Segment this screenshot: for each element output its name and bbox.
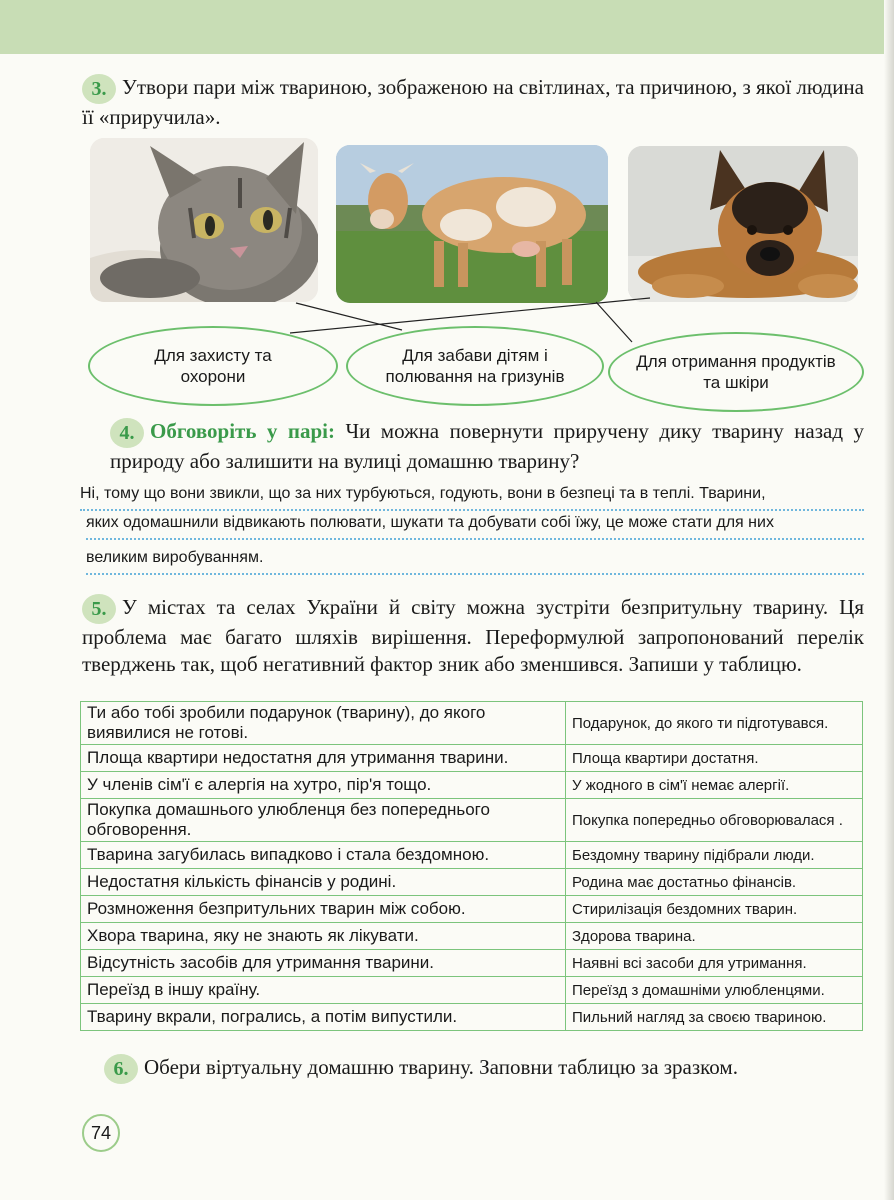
table-row — [81, 842, 863, 869]
table-row — [81, 772, 863, 799]
task6-text: Обери віртуальну домашню тварину. Заповни таблицю за зразком. — [144, 1055, 738, 1079]
problem-cell: У членів сім'ї є алергія на хутро, пір'я тощо. — [81, 772, 566, 799]
task5-number: 5. — [82, 594, 116, 624]
table-row — [81, 745, 863, 772]
table-row — [81, 923, 863, 950]
answer-cell[interactable]: Площа квартири достатня. — [566, 745, 863, 772]
task4-text: Чи можна повернути приручену дику тварину назад у природу або залишити на вулиці домашню тварину? — [110, 419, 865, 474]
problem-cell: Недостатня кількість фінансів у родині. — [81, 869, 566, 896]
answer-cell[interactable]: Пильний нагляд за своєю твариною. — [566, 1004, 863, 1031]
table-row — [81, 869, 863, 896]
task4-answer-line-3[interactable]: великим виробуванням. — [86, 543, 864, 575]
answer-cell[interactable]: Переїзд з домашніми улюбленцями. — [566, 977, 863, 1004]
task4-answer-line-1[interactable]: Ні, тому що вони звикли, що за них турбуються, годують, вони в безпеці та в теплі. Тварини, — [80, 479, 864, 511]
answer-cell[interactable]: Бездомну тварину підібрали люди. — [566, 842, 863, 869]
task5-table — [80, 701, 863, 1031]
answer-cell[interactable]: Стирилізація бездомних тварин. — [566, 896, 863, 923]
table-row — [81, 702, 863, 745]
table-row — [81, 950, 863, 977]
problem-cell: Хвора тварина, яку не знають як лікувати. — [81, 923, 566, 950]
task5-instruction — [82, 594, 864, 678]
problem-cell: Ти або тобі зробили подарунок (тварину), до якого виявилися не готові. — [81, 702, 566, 745]
task4-instruction — [110, 418, 864, 474]
table-row — [81, 977, 863, 1004]
table-row — [81, 799, 863, 842]
table-row — [81, 896, 863, 923]
task4-label: Обговоріть у парі: — [150, 419, 335, 443]
task5-text: У містах та селах України й світу можна зустріти безпритульну тварину. Ця проблема має багато шляхів вирішення. Переформулюй запропонований перелік тверджень так, щоб негативний фактор зник або зменшився. Запиши у таблицю. — [82, 595, 864, 677]
task3-text: Утвори пари між твариною, зображеною на світлинах, та причиною, з якої людина її «приручила». — [82, 75, 864, 130]
answer-cell[interactable]: Покупка попередньо обговорювалася . — [566, 799, 863, 842]
task4-number: 4. — [110, 418, 144, 448]
answer-cell[interactable]: Здорова тварина. — [566, 923, 863, 950]
answer-cell[interactable]: У жодного в сім'ї немає алергії. — [566, 772, 863, 799]
problem-cell: Переїзд в іншу країну. — [81, 977, 566, 1004]
answer-cell[interactable]: Наявні всі засоби для утримання. — [566, 950, 863, 977]
task6-instruction — [104, 1054, 864, 1084]
problem-cell: Тварина загубилась випадково і стала бездомною. — [81, 842, 566, 869]
table-row — [81, 1004, 863, 1031]
problem-cell: Відсутність засобів для утримання тварини. — [81, 950, 566, 977]
oval-products-label: Для отримання продуктів та шкіри — [636, 352, 836, 392]
oval-protection — [88, 326, 338, 406]
problem-cell: Розмноження безпритульних тварин між собою. — [81, 896, 566, 923]
oval-products — [608, 332, 864, 412]
problem-cell: Покупка домашнього улюбленця без попереднього обговорення. — [81, 799, 566, 842]
answer-cell[interactable]: Родина має достатньо фінансів. — [566, 869, 863, 896]
oval-children-fun — [346, 326, 604, 406]
task6-number: 6. — [104, 1054, 138, 1084]
oval-children-fun-label: Для забави дітям і полювання на гризунів — [385, 346, 565, 386]
oval-protection-label: Для захисту та охорони — [154, 346, 272, 386]
task4-answer-line-2[interactable]: яких одомашнили відвикають полювати, шукати та добувати собі їжу, це може стати для них — [86, 508, 864, 540]
problem-cell: Площа квартири недостатня для утримання тварини. — [81, 745, 566, 772]
task3-number: 3. — [82, 74, 116, 104]
page-number: 74 — [82, 1114, 120, 1152]
problem-cell: Тварину вкрали, погрались, а потім випустили. — [81, 1004, 566, 1031]
answer-cell[interactable]: Подарунок, до якого ти підготувався. — [566, 702, 863, 745]
